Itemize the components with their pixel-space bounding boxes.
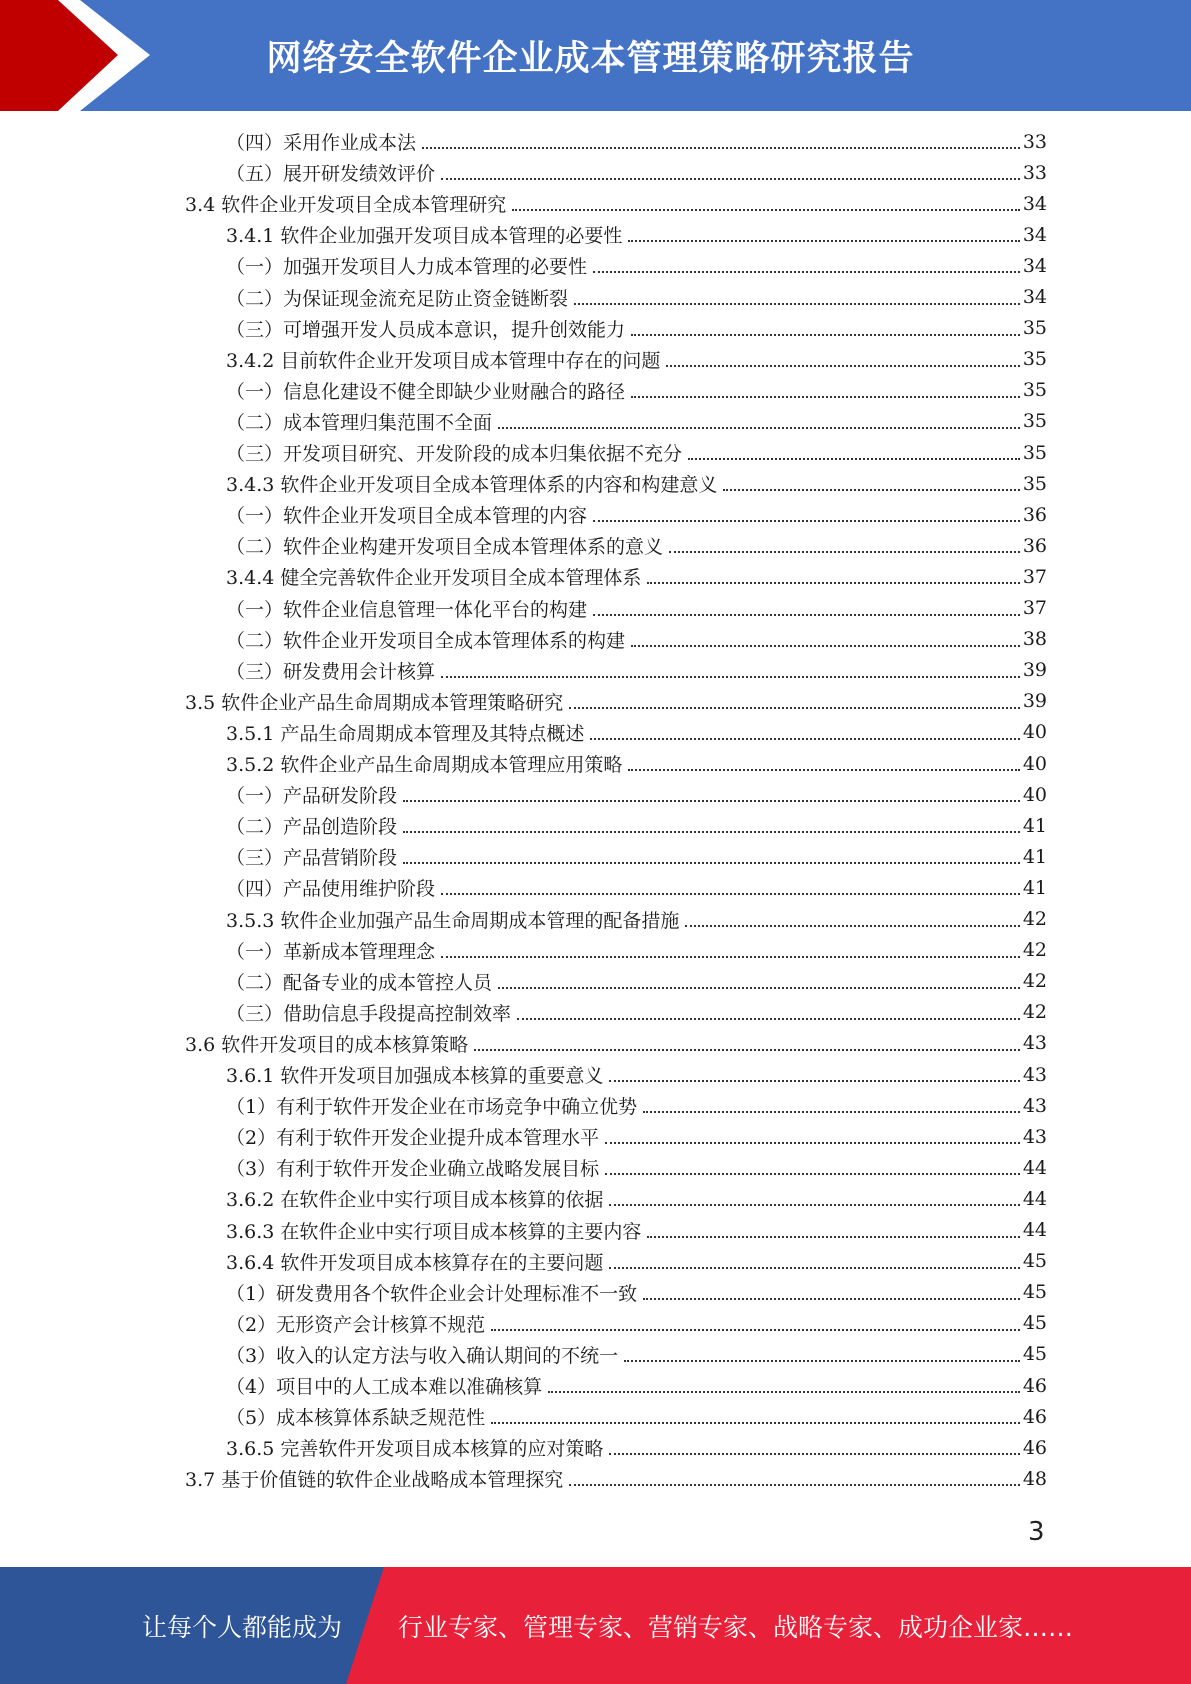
- toc-dot-leader: [685, 924, 1019, 927]
- toc-entry-page: 42: [1022, 908, 1047, 930]
- toc-entry-title: （一）信息化建设不健全即缺少业财融合的路径: [226, 380, 626, 403]
- toc-dot-leader: [590, 737, 1019, 740]
- toc-entry-title: （二）软件企业构建开发项目全成本管理体系的意义: [226, 536, 664, 559]
- toc-entry[interactable]: [226, 593, 1047, 624]
- toc-entry[interactable]: [226, 313, 1047, 344]
- toc-entry-title: （4）项目中的人工成本难以准确核算: [226, 1376, 543, 1398]
- toc-entry-page: 45: [1022, 1281, 1047, 1304]
- toc-entry[interactable]: [226, 126, 1047, 157]
- toc-entry[interactable]: [226, 468, 1047, 499]
- toc-entry-page: 48: [1022, 1467, 1047, 1490]
- toc-dot-leader: [631, 395, 1020, 398]
- toc-dot-leader: [441, 892, 1020, 895]
- toc-entry[interactable]: [226, 530, 1047, 561]
- toc-entry[interactable]: [226, 966, 1047, 997]
- toc-dot-leader: [498, 426, 1020, 429]
- toc-entry-page: 33: [1022, 161, 1047, 184]
- toc-entry[interactable]: [185, 188, 1047, 219]
- toc-dot-leader: [403, 830, 1020, 833]
- toc-entry-title: （二）成本管理归集范围不全面: [226, 411, 493, 434]
- toc-entry[interactable]: [226, 375, 1047, 406]
- toc-dot-leader: [403, 799, 1020, 802]
- toc-entry-title: 3.4.1 软件企业加强开发项目成本管理的必要性: [226, 225, 623, 248]
- toc-entry-title: 3.4.4 健全完善软件企业开发项目全成本管理体系: [226, 567, 642, 590]
- toc-dot-leader: [624, 1359, 1020, 1362]
- toc-entry-page: 35: [1022, 379, 1047, 402]
- toc-dot-leader: [666, 364, 1019, 367]
- toc-dot-leader: [609, 1079, 1019, 1082]
- toc-entry[interactable]: [226, 499, 1047, 530]
- toc-dot-leader: [628, 239, 1019, 242]
- toc-entry-page: 35: [1022, 348, 1047, 371]
- toc-entry-page: 44: [1022, 1219, 1047, 1241]
- toc-entry-page: 39: [1022, 690, 1047, 713]
- toc-entry-page: 35: [1022, 441, 1047, 464]
- toc-entry-page: 45: [1022, 1312, 1047, 1335]
- toc-dot-leader: [605, 1172, 1020, 1175]
- toc-entry-title: 3.5.2 软件企业产品生命周期成本管理应用策略: [226, 754, 623, 776]
- toc-entry-page: 34: [1022, 286, 1047, 308]
- toc-entry-title: （2）无形资产会计核算不规范: [226, 1313, 486, 1336]
- toc-dot-leader: [593, 519, 1020, 522]
- toc-entry-title: （四）采用作业成本法: [226, 132, 417, 154]
- toc-dot-leader: [647, 581, 1019, 584]
- toc-entry[interactable]: [226, 1183, 1047, 1214]
- toc-entry[interactable]: [226, 1277, 1047, 1308]
- toc-entry-title: （二）产品创造阶段: [226, 816, 398, 839]
- toc-entry-page: 36: [1022, 503, 1047, 526]
- toc-entry-title: （一）革新成本管理理念: [226, 940, 436, 963]
- toc-entry-title: （三）借助信息手段提高控制效率: [226, 1002, 512, 1025]
- toc-entry-page: 42: [1022, 1001, 1047, 1024]
- toc-entry-page: 36: [1022, 534, 1047, 557]
- toc-entry-title: （四）产品使用维护阶段: [226, 878, 436, 901]
- toc-entry-title: （二）为保证现金流充足防止资金链断裂: [226, 287, 569, 310]
- toc-entry[interactable]: [226, 1370, 1047, 1401]
- toc-entry-title: （3）有利于软件开发企业确立战略发展目标: [226, 1158, 600, 1181]
- toc-entry-title: 3.4 软件企业开发项目全成本管理研究: [185, 194, 507, 217]
- toc-entry-title: （1）研发费用各个软件企业会计处理标准不一致: [226, 1282, 638, 1305]
- toc-entry[interactable]: [226, 655, 1047, 686]
- footer-banner: [0, 1567, 1191, 1684]
- toc-entry-title: 3.5.3 软件企业加强产品生命周期成本管理的配备措施: [226, 909, 680, 932]
- toc-entry-page: 37: [1022, 565, 1047, 588]
- toc-entry[interactable]: [226, 406, 1047, 437]
- toc-entry-page: 34: [1022, 223, 1047, 246]
- toc-entry-title: （五）展开研发绩效评价: [226, 163, 436, 186]
- header-arrow-decoration: [0, 0, 150, 111]
- toc-entry-page: 38: [1022, 628, 1047, 651]
- toc-entry-page: 43: [1022, 1063, 1047, 1086]
- toc-dot-leader: [517, 1017, 1020, 1020]
- toc-entry-title: 3.6.2 在软件企业中实行项目成本核算的依据: [226, 1189, 604, 1212]
- toc-entry-title: 3.6 软件开发项目的成本核算策略: [185, 1033, 469, 1056]
- toc-entry-page: 39: [1022, 659, 1047, 682]
- toc-entry-title: （二）软件企业开发项目全成本管理体系的构建: [226, 629, 626, 652]
- toc-dot-leader: [491, 1421, 1020, 1424]
- toc-entry-page: 33: [1022, 130, 1047, 153]
- toc-entry[interactable]: [226, 904, 1047, 935]
- toc-entry-page: 43: [1022, 1094, 1047, 1117]
- toc-entry[interactable]: [226, 1059, 1047, 1090]
- toc-dot-leader: [441, 955, 1020, 958]
- toc-entry-page: 41: [1022, 845, 1047, 868]
- toc-entry-page: 40: [1022, 721, 1047, 744]
- toc-dot-leader: [631, 644, 1020, 647]
- toc-entry-title: 3.4.3 软件企业开发项目全成本管理体系的内容和构建意义: [226, 474, 718, 497]
- toc-entry[interactable]: [226, 624, 1047, 655]
- toc-dot-leader: [609, 1266, 1019, 1269]
- toc-entry[interactable]: [226, 157, 1047, 188]
- toc-entry[interactable]: [185, 686, 1047, 717]
- toc-entry[interactable]: [226, 872, 1047, 903]
- toc-dot-leader: [569, 1483, 1020, 1486]
- toc-entry-title: （3）收入的认定方法与收入确认期间的不统一: [226, 1344, 619, 1367]
- toc-entry-page: 35: [1022, 317, 1047, 340]
- page-number: 3: [1028, 1517, 1045, 1547]
- toc-entry-title: （三）研发费用会计核算: [226, 660, 436, 683]
- toc-dot-leader: [688, 457, 1020, 460]
- toc-entry-page: 43: [1022, 1032, 1047, 1055]
- footer-slogan-left: 让每个人都能成为: [142, 1612, 343, 1642]
- toc-entry[interactable]: [226, 779, 1047, 810]
- toc-dot-leader: [593, 270, 1020, 273]
- toc-dot-leader: [569, 706, 1020, 709]
- toc-entry-page: 34: [1022, 192, 1047, 215]
- toc-entry-title: （二）配备专业的成本管控人员: [226, 971, 493, 994]
- toc-entry[interactable]: [226, 344, 1047, 375]
- toc-entry[interactable]: [226, 250, 1047, 281]
- toc-entry-title: 3.6.4 软件开发项目成本核算存在的主要问题: [226, 1251, 604, 1274]
- toc-dot-leader: [643, 1110, 1020, 1113]
- toc-entry[interactable]: [226, 1215, 1047, 1246]
- toc-entry-page: 44: [1022, 1187, 1047, 1210]
- toc-dot-leader: [643, 1297, 1020, 1300]
- header-banner: [0, 0, 1191, 111]
- toc-entry-title: 3.7 基于价值链的软件企业战略成本管理探究: [185, 1469, 564, 1492]
- footer-slogan-right: 行业专家、管理专家、营销专家、战略专家、成功企业家……: [398, 1612, 1074, 1642]
- toc-dot-leader: [474, 1048, 1020, 1051]
- toc-entry[interactable]: [185, 1028, 1047, 1059]
- toc-entry[interactable]: [226, 935, 1047, 966]
- toc-dot-leader: [669, 550, 1020, 553]
- toc-dot-leader: [723, 488, 1019, 491]
- toc-entry[interactable]: [226, 1246, 1047, 1277]
- toc-entry-page: 46: [1022, 1374, 1047, 1397]
- toc-dot-leader: [498, 986, 1020, 989]
- toc-dot-leader: [403, 861, 1020, 864]
- toc-entry-page: 42: [1022, 939, 1047, 962]
- toc-entry-title: 3.4.2 目前软件企业开发项目成本管理中存在的问题: [226, 349, 661, 372]
- toc-dot-leader: [441, 675, 1020, 678]
- toc-entry[interactable]: [226, 1121, 1047, 1152]
- toc-entry[interactable]: [226, 1090, 1047, 1121]
- toc-dot-leader: [605, 1141, 1020, 1144]
- toc-entry[interactable]: [226, 1432, 1047, 1463]
- toc-entry-title: 3.6.3 在软件企业中实行项目成本核算的主要内容: [226, 1220, 642, 1243]
- toc-entry-page: 41: [1022, 814, 1047, 837]
- toc-entry-page: 34: [1022, 254, 1047, 277]
- toc-entry-page: 40: [1022, 752, 1047, 775]
- toc-dot-leader: [628, 768, 1019, 771]
- toc-entry-page: 43: [1022, 1125, 1047, 1148]
- toc-dot-leader: [647, 1235, 1019, 1238]
- toc-entry-title: （一）产品研发阶段: [226, 785, 398, 808]
- toc-entry-title: （一）软件企业开发项目全成本管理的内容: [226, 505, 588, 528]
- toc-entry-page: 44: [1022, 1156, 1047, 1179]
- toc-dot-leader: [491, 1328, 1020, 1331]
- toc-entry[interactable]: [226, 841, 1047, 872]
- toc-entry-page: 41: [1022, 876, 1047, 899]
- toc-entry-page: 46: [1022, 1436, 1047, 1459]
- toc-entry[interactable]: [226, 1152, 1047, 1183]
- toc-entry-title: 3.5 软件企业产品生命周期成本管理策略研究: [185, 691, 564, 714]
- toc-entry-page: 37: [1022, 597, 1047, 619]
- toc-entry-title: 3.6.5 完善软件开发项目成本核算的应对策略: [226, 1438, 604, 1461]
- document-title: 网络安全软件企业成本管理策略研究报告: [266, 38, 915, 79]
- toc-entry[interactable]: [226, 748, 1047, 779]
- toc-dot-leader: [441, 177, 1020, 180]
- toc-entry-title: （三）产品营销阶段: [226, 847, 398, 870]
- toc-dot-leader: [574, 302, 1020, 305]
- toc-dot-leader: [631, 333, 1020, 336]
- toc-entry[interactable]: [226, 1401, 1047, 1432]
- toc-entry-title: （5）成本核算体系缺乏规范性: [226, 1407, 486, 1430]
- toc-dot-leader: [609, 1203, 1019, 1206]
- toc-entry[interactable]: [226, 1339, 1047, 1370]
- toc-entry-page: 46: [1022, 1405, 1047, 1428]
- toc-dot-leader: [548, 1390, 1020, 1393]
- toc-entry[interactable]: [226, 437, 1047, 468]
- toc-dot-leader: [512, 208, 1020, 211]
- toc-entry[interactable]: [226, 810, 1047, 841]
- toc-dot-leader: [609, 1452, 1019, 1455]
- toc-entry-page: 42: [1022, 970, 1047, 993]
- toc-entry[interactable]: [226, 282, 1047, 313]
- toc-entry-page: 35: [1022, 472, 1047, 495]
- toc-entry-title: （一）软件企业信息管理一体化平台的构建: [226, 598, 588, 621]
- toc-entry-title: （2）有利于软件开发企业提升成本管理水平: [226, 1127, 600, 1150]
- toc-entry[interactable]: [226, 1308, 1047, 1339]
- toc-entry-page: 35: [1022, 410, 1047, 433]
- toc-entry[interactable]: [226, 717, 1047, 748]
- toc-entry-title: 3.5.1 产品生命周期成本管理及其特点概述: [226, 722, 585, 745]
- toc-entry-title: （一）加强开发项目人力成本管理的必要性: [226, 256, 588, 279]
- toc-entry[interactable]: [226, 219, 1047, 250]
- toc-entry-title: （三）开发项目研究、开发阶段的成本归集依据不充分: [226, 443, 683, 465]
- toc-entry[interactable]: [226, 561, 1047, 592]
- toc-dot-leader: [422, 146, 1020, 149]
- toc-entry-title: （1）有利于软件开发企业在市场竞争中确立优势: [226, 1096, 638, 1119]
- toc-dot-leader: [593, 613, 1020, 616]
- toc-entry-page: 40: [1022, 783, 1047, 806]
- toc-entry[interactable]: [185, 1463, 1047, 1494]
- toc-entry-page: 45: [1022, 1250, 1047, 1273]
- toc-entry-title: （三）可增强开发人员成本意识，提升创效能力: [226, 318, 626, 341]
- toc-entry-page: 45: [1022, 1343, 1047, 1366]
- toc-entry[interactable]: [226, 997, 1047, 1028]
- toc-entry-title: 3.6.1 软件开发项目加强成本核算的重要意义: [226, 1065, 604, 1087]
